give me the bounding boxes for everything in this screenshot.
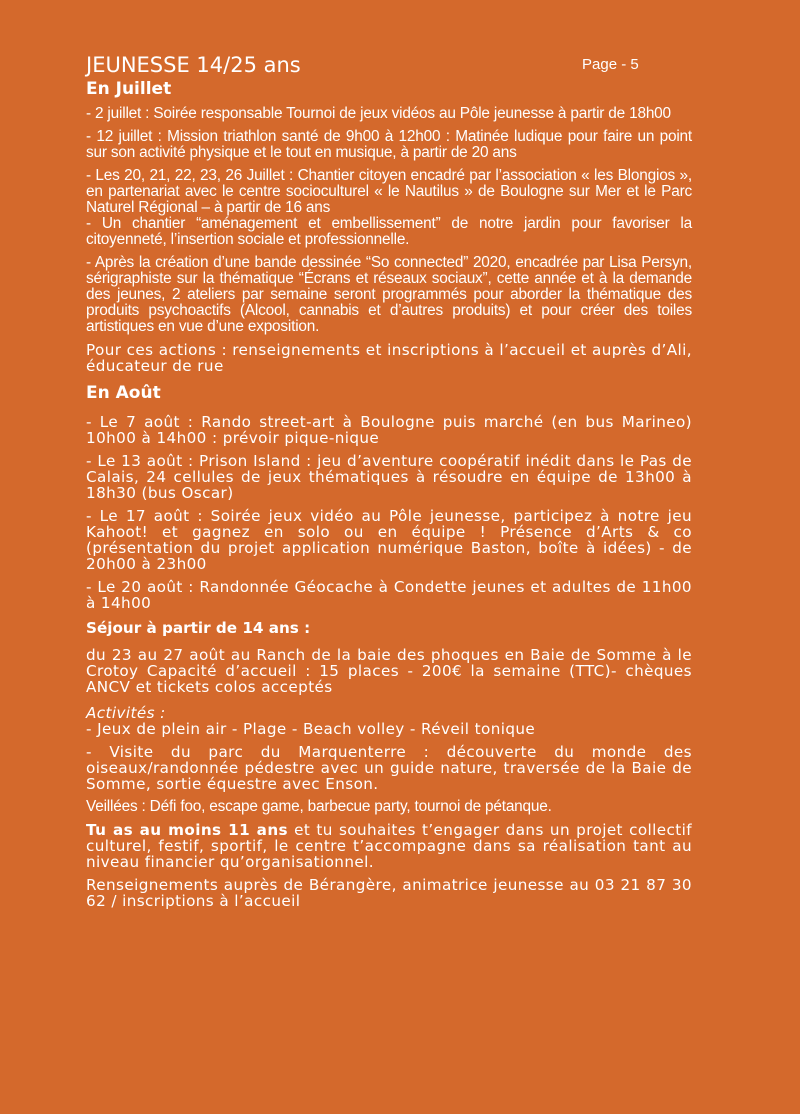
sejour-heading: Séjour à partir de 14 ans : — [86, 619, 311, 637]
juillet-item-4: - Un chantier “aménagement et embellissement” de notre jardin pour favoriser la citoyenneté, l’insertion sociale et professionnelle. — [86, 215, 692, 248]
aout-item-3: - Le 17 août : Soirée jeux vidéo au Pôle jeunesse, participez à notre jeu Kahoot! et gagnez en solo ou en équipe ! Présence d’Arts & co (présentation du projet application numérique Baston, boîte à idées) - de 20h00 à 23h00 — [86, 507, 692, 573]
section-heading-aout: En Août — [86, 383, 161, 403]
activities-line-1: - Jeux de plein air - Plage - Beach volley - Réveil tonique — [86, 720, 536, 738]
projet-text: et tu souhaites t’engager dans un projet collectif culturel, festif, sportif, le centre t’accompagne dans sa réalisation tant au niveau financier qu’organisationnel. — [86, 821, 692, 871]
activities-line-2: - Visite du parc du Marquenterre : découverte du monde des oiseaux/randonnée pédestre avec un guide nature, traversée de la Baie de Somme, sortie équestre avec Enson. — [86, 743, 692, 793]
page-title: JEUNESSE 14/25 ans — [86, 53, 301, 77]
veillees: Veillées : Défi foo, escape game, barbecue party, tournoi de pétanque. — [86, 798, 552, 815]
sejour-details: du 23 au 27 août au Ranch de la baie des phoques en Baie de Somme à le Crotoy Capacité d’accueil : 15 places - 200€ la semaine (TTC)- chèques ANCV et tickets colos acceptés — [86, 646, 692, 696]
juillet-item-1: - 2 juillet : Soirée responsable Tournoi de jeux vidéos au Pôle jeunesse à partir de 18h00 — [86, 105, 671, 122]
juillet-item-2: - 12 juillet : Mission triathlon santé de 9h00 à 12h00 : Matinée ludique pour faire un point sur son activité physique et le tout en musique, à partir de 20 ans — [86, 128, 692, 161]
juillet-item-3: - Les 20, 21, 22, 23, 26 Juillet : Chantier citoyen encadré par l’association « les Blongios », en partenariat avec le centre socioculturel « le Nautilus » de Boulogne sur Mer et le Parc Naturel Régional – à partir de 16 ans — [86, 167, 692, 216]
projet-paragraph — [86, 822, 692, 870]
aout-item-2: - Le 13 août : Prison Island : jeu d’aventure coopératif inédit dans le Pas de Calais, 24 cellules de jeux thématiques à résoudre en équipe de 13h00 à 18h30 (bus Oscar) — [86, 452, 692, 502]
aout-item-1: - Le 7 août : Rando street-art à Boulogne puis marché (en bus Marineo) 10h00 à 14h00 : prévoir pique-nique — [86, 413, 692, 447]
juillet-note: Pour ces actions : renseignements et inscriptions à l’accueil et auprès d’Ali, éducateur de rue — [86, 341, 692, 375]
aout-item-4: - Le 20 août : Randonnée Géocache à Condette jeunes et adultes de 11h00 à 14h00 — [86, 578, 692, 612]
section-heading-juillet: En Juillet — [86, 79, 172, 99]
juillet-item-5: - Après la création d’une bande dessinée “So connected” 2020, encadrée par Lisa Persyn, sérigraphiste sur la thématique “Écrans et réseaux sociaux”, cette année et à la demande des jeunes, 2 ateliers par semaine seront programmés pour aborder la thématique des produits psychoactifs (Alcool, cannabis et d’autres produits) et pour créer des toiles artistiques en vue d’une exposition. — [86, 254, 692, 335]
activities-label: Activités : — [86, 704, 166, 722]
projet-lead: Tu as au moins 11 ans — [86, 821, 288, 839]
document-body — [86, 52, 692, 916]
contact-info: Renseignements auprès de Bérangère, animatrice jeunesse au 03 21 87 30 62 / inscriptions à l’accueil — [86, 876, 692, 910]
page-number: Page - 5 — [582, 56, 639, 73]
